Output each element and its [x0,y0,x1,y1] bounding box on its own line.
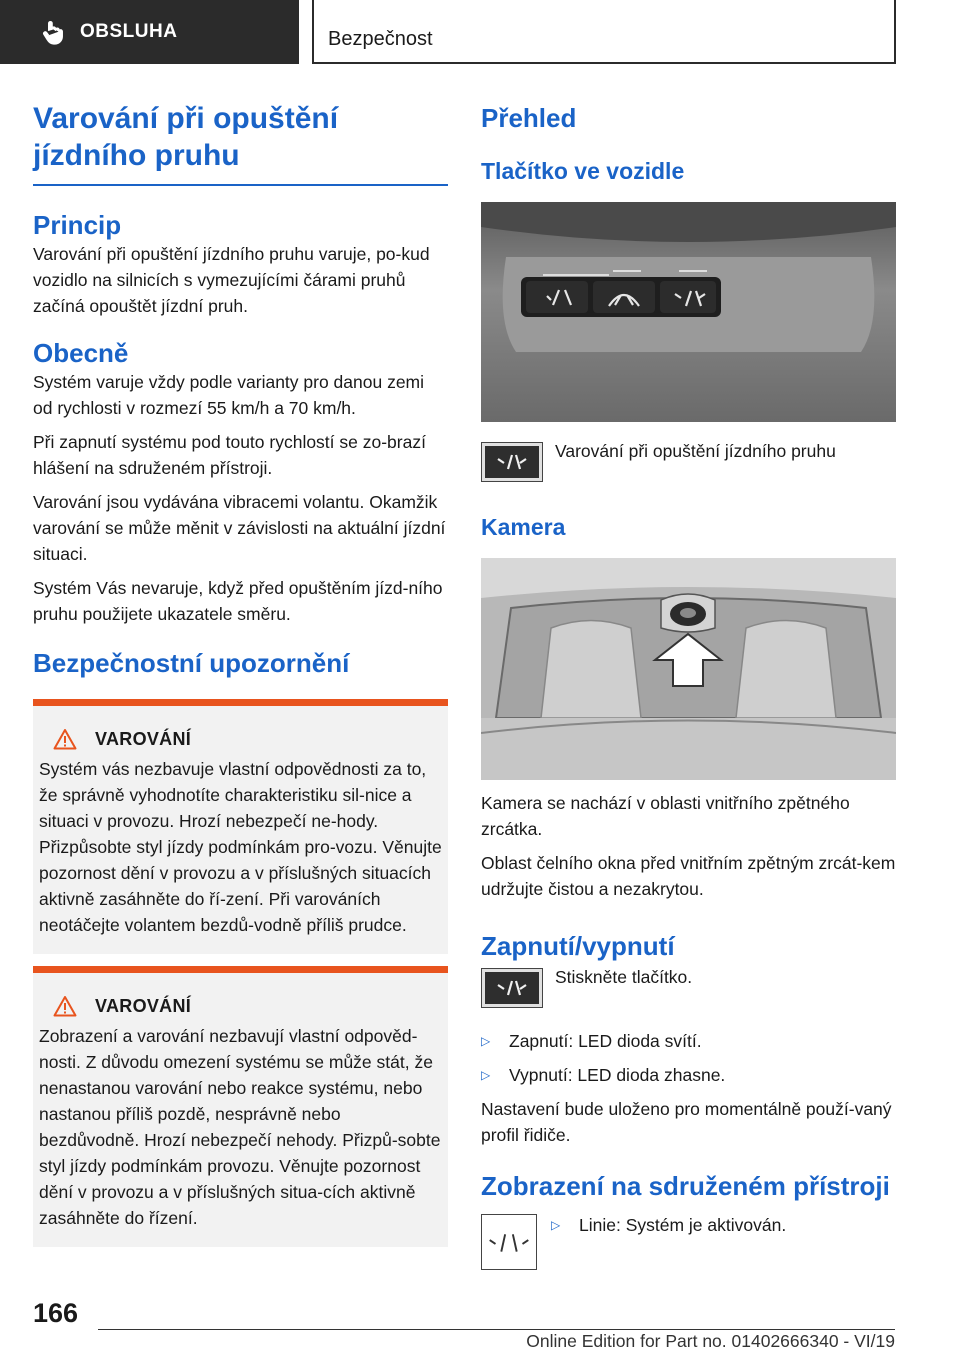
list-item-text: Vypnutí: LED dioda zhasne. [509,1065,726,1085]
page-number: 166 [33,1298,79,1328]
display-heading: Zobrazení na sdruženém přístroji [481,1171,890,1201]
title-divider [33,184,448,186]
onoff-caption: Stiskněte tlačítko. [555,967,693,987]
overview-heading: Přehled [481,103,577,133]
lane-departure-button-icon [481,968,543,1008]
footer-divider [98,1329,895,1330]
lane-departure-button-icon [481,442,543,482]
general-text-4: Systém Vás nevaruje, když před opuštěním jízd-ního pruhu použijete ukazatele směru. [33,578,443,624]
camera-text-1: Kamera se nachází v oblasti vnitřního zpětného zrcátka. [481,793,850,839]
general-heading: Obecně [33,338,129,368]
list-item-text: Linie: Systém je aktivován. [579,1215,787,1235]
button-heading: Tlačítko ve vozidle [481,158,685,184]
chapter-label: Bezpečnost [328,28,433,50]
triangle-bullet-icon: ▷ [481,1068,491,1082]
lane-lines-icon [492,451,532,473]
principle-heading: Princip [33,210,122,240]
warning-text: Systém vás nezbavuje vlastní odpovědnosti za to, že správně vyhodnotíte charakteristiku sil-nice a situaci v provozu. Hrozí nebezpečí ne-hody. Přizpůsobte styl jízdy podmínkám pro-vozu. Věnujte pozornost dění v provozu a v příslušných situacích aktivně zasáhněte do ří-zení. Při varováních neotáčejte volantem bezdů-vodně příliš prudce. [39,759,442,935]
lane-lines-display-icon [481,1214,537,1270]
warning-title: VAROVÁNÍ [95,728,192,749]
list-item-text: Zapnutí: LED dioda svítí. [509,1031,702,1051]
left-column [33,100,448,1247]
triangle-bullet-icon: ▷ [551,1218,561,1232]
camera-photo [481,558,896,780]
list-item [481,1028,896,1054]
chapter-header [312,0,896,64]
onoff-heading: Zapnutí/vypnutí [481,931,675,961]
warning-title: VAROVÁNÍ [95,995,192,1016]
list-item [551,1212,786,1238]
section-tab[interactable] [0,0,299,64]
general-text-2: Při zapnutí systému pod touto rychlostí se zo-brazí hlášení na sdruženém přístroji. [33,432,426,478]
button-caption: Varování při opuštění jízdního pruhu [555,441,836,461]
section-label: OBSLUHA [80,21,178,42]
right-column [481,100,896,1270]
warning-box-2 [33,966,448,1247]
principle-text: Varování při opuštění jízdního pruhu varuje, po-kud vozidlo na silnicích s vymezujícími čárami pruhů začíná opouštět jízdní pruh. [33,244,430,316]
warning-triangle-icon [53,728,77,750]
warning-box-1 [33,699,448,954]
safety-heading: Bezpečnostní upozornění [33,648,350,678]
camera-heading: Kamera [481,514,566,540]
page-title: Varování při opuštění jízdního pruhu [33,102,339,172]
triangle-bullet-icon: ▷ [481,1034,491,1048]
warning-text: Zobrazení a varování nezbavují vlastní odpověd-nosti. Z důvodu omezení systému se může stát, že nenastanou varování nebo reakce systému, nebo nastanou příliš pozdě, nesprávně nebo bezdůvodně. Hrozí nebezpečí nehody. Přizpů-sobte styl jízdy podmínkám provozu. Věnujte pozornost dění v provozu a v příslušných situa-cích aktivně zasáhněte do řízení. [39,1026,441,1228]
button-panel-photo [481,202,896,422]
warning-triangle-icon [53,995,77,1017]
list-item [481,1062,896,1088]
lane-lines-icon [492,977,532,999]
edition-note: Online Edition for Part no. 01402666340 - VI/19 [526,1331,895,1351]
onoff-note: Nastavení bude uloženo pro momentálně použí-vaný profil řidiče. [481,1099,892,1145]
hand-pointer-icon [40,19,66,45]
general-text-3: Varování jsou vydávána vibracemi volantu. Okamžik varování se může měnit v závislosti na aktuální jízdní situaci. [33,492,446,564]
general-text-1: Systém varuje vždy podle varianty pro danou zemi od rychlosti v rozmezí 55 km/h a 70 km/h. [33,372,425,418]
camera-text-2: Oblast čelního okna před vnitřním zpětným zrcát-kem udržujte čistou a nezakrytou. [481,853,896,899]
